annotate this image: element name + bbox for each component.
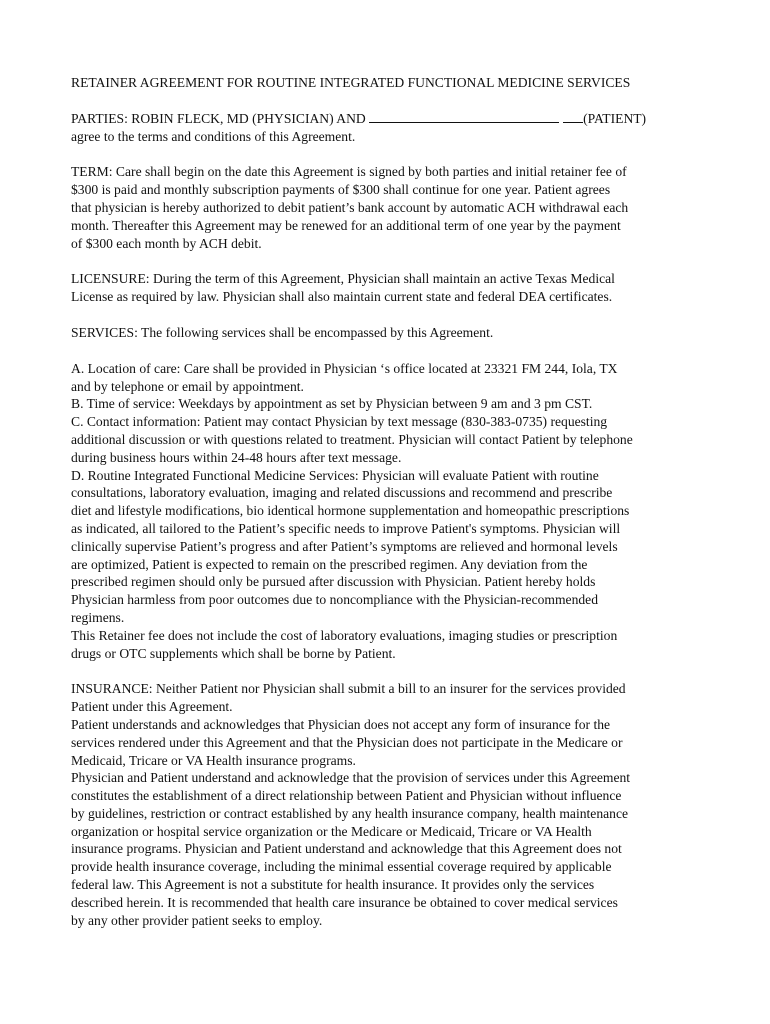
service-routine: D. Routine Integrated Functional Medicine Services: Physician will evaluate Patient with routine consultations, laboratory evaluation, imaging and related discussions and recommend and prescribe diet and lifestyle modifications, bio identical hormone supplementation and homeopathic prescriptions as indicated, all tailored to the Patient’s specific needs to improve Patient's symptoms. Physician will clinically supervise Patient’s progress and after Patient’s symptoms are relieved and hormonal levels are optimized, Patient is expected to remain on the prescribed regimen. Any deviation from the prescribed regimen should only be pursued after discussion with Physician. Patient hereby holds Physician harmless from poor outcomes due to noncompliance with the Physician-recommended regimens. [71, 467, 630, 625]
insurance-paragraph-2: Patient understands and acknowledges that Physician does not accept any form of insurance for the services rendered under this Agreement and that the Physician does not participate in the Medicare or Medicaid, Tricare or VA Health insurance programs. [71, 716, 623, 768]
term-paragraph: TERM: Care shall begin on the date this Agreement is signed by both parties and initial retainer fee of $300 is paid and monthly subscription payments of $300 shall continue for one year. Patient agrees that physician is hereby authorized to debit patient’s bank account by automatic ACH withdrawal each month. Thereafter this Agreement may be renewed for an additional term of one year by the payment of $300 each month by ACH debit. [71, 164, 629, 251]
parties-agree-text: agree to the terms and conditions of this Agreement. [71, 128, 356, 144]
licensure-paragraph: LICENSURE: During the term of this Agreement, Physician shall maintain an active Texas Medical License as required by law. Physician shall also maintain current state and federal DEA certificates. [71, 271, 615, 305]
service-location: A. Location of care: Care shall be provided in Physician ‘s office located at 23321 FM 244, Iola, TX and by telephone or email by appointment. [71, 360, 618, 394]
document-title: RETAINER AGREEMENT FOR ROUTINE INTEGRATED FUNCTIONAL MEDICINE SERVICES [71, 75, 631, 90]
parties-suffix: (PATIENT) [583, 110, 647, 126]
patient-name-blank[interactable] [369, 110, 559, 123]
parties-line [71, 110, 703, 128]
service-time: B. Time of service: Weekdays by appointment as set by Physician between 9 am and 3 pm CST. [71, 396, 593, 412]
patient-name-blank-extra[interactable] [563, 110, 583, 123]
agreement-body [71, 74, 703, 929]
services-intro: SERVICES: The following services shall be encompassed by this Agreement. [71, 324, 494, 340]
service-contact: C. Contact information: Patient may contact Physician by text message (830-383-0735) requesting additional discussion or with questions related to treatment. Physician will contact Patient by telephone during business hours within 24-48 hours after text message. [71, 414, 633, 465]
parties-prefix: PARTIES: ROBIN FLECK, MD (PHYSICIAN) AND [71, 110, 370, 126]
insurance-paragraph-3: Physician and Patient understand and acknowledge that the provision of services under this Agreement constitutes the establishment of a direct relationship between Patient and Physician without influence by guidelines, restriction or contract established by any health insurance company, health maintenance organization or hospital service organization or the Medicare or Medicaid, Tricare or VA Health insurance programs. Physician and Patient understand and acknowledge that this Agreement does not provide health insurance coverage, including the minimal essential coverage required by applicable federal law. This Agreement is not a substitute for health insurance. It provides only the services described herein. It is recommended that health care insurance be obtained to cover medical services by any other provider patient seeks to employ. [71, 770, 631, 928]
retainer-fee-note: This Retainer fee does not include the cost of laboratory evaluations, imaging studies or prescription drugs or OTC supplements which shall be borne by Patient. [71, 627, 618, 661]
insurance-paragraph-1: INSURANCE: Neither Patient nor Physician shall submit a bill to an insurer for the services provided Patient under this Agreement. [71, 681, 626, 715]
